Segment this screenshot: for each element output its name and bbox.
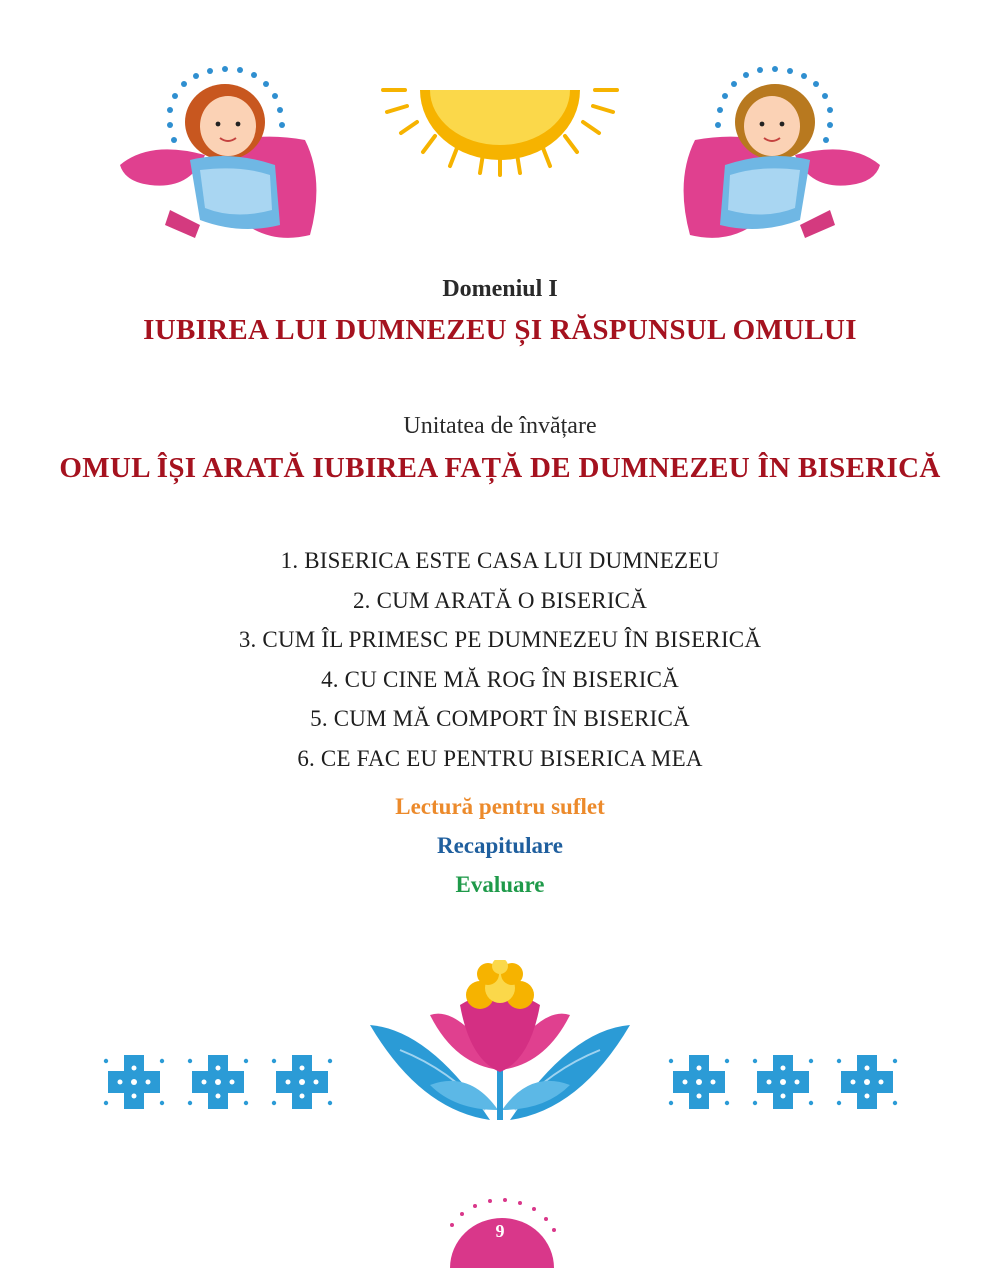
page-number-badge [430,1195,570,1268]
right-cross-ornaments [665,1045,905,1120]
sun-illustration [375,78,625,178]
page-number: 9 [495,1221,505,1241]
angel-icon [660,60,890,250]
reading-link: Lectură pentru suflet [395,794,605,819]
left-angel-illustration [110,60,340,250]
cross-ornament-icon [100,1045,340,1120]
unit-title: OMUL ÎȘI ARATĂ IUBIREA FAȚĂ DE DUMNEZEU ÎN BISERICĂ [59,452,941,484]
cross-ornament-icon [665,1045,905,1120]
domain-label: Domeniul I [442,276,558,302]
evaluation-link: Evaluare [455,872,545,897]
domain-title: IUBIREA LUI DUMNEZEU ȘI RĂSPUNSUL OMULUI [143,314,857,346]
recap-link: Recapitulare [436,833,564,858]
lesson-item: 1. BISERICA ESTE CASA LUI DUMNEZEU [280,548,720,573]
flower-illustration [360,960,640,1130]
lesson-item: 4. CU CINE MĂ ROG ÎN BISERICĂ [321,666,679,692]
lesson-item: 2. CUM ARATĂ O BISERICĂ [352,587,648,613]
angel-icon [110,60,340,250]
unit-label: Unitatea de învățare [403,413,597,439]
lesson-item: 3. CUM ÎL PRIMESC PE DUMNEZEU ÎN BISERICĂ [238,627,762,652]
lesson-list [0,541,1000,778]
right-angel-illustration [660,60,890,250]
lesson-item: 6. CE FAC EU PENTRU BISERICA MEA [297,745,703,771]
left-cross-ornaments [100,1045,340,1120]
lesson-item: 5. CUM MĂ COMPORT ÎN BISERICĂ [310,706,690,731]
flower-icon [360,960,640,1130]
sun-icon [375,78,625,178]
